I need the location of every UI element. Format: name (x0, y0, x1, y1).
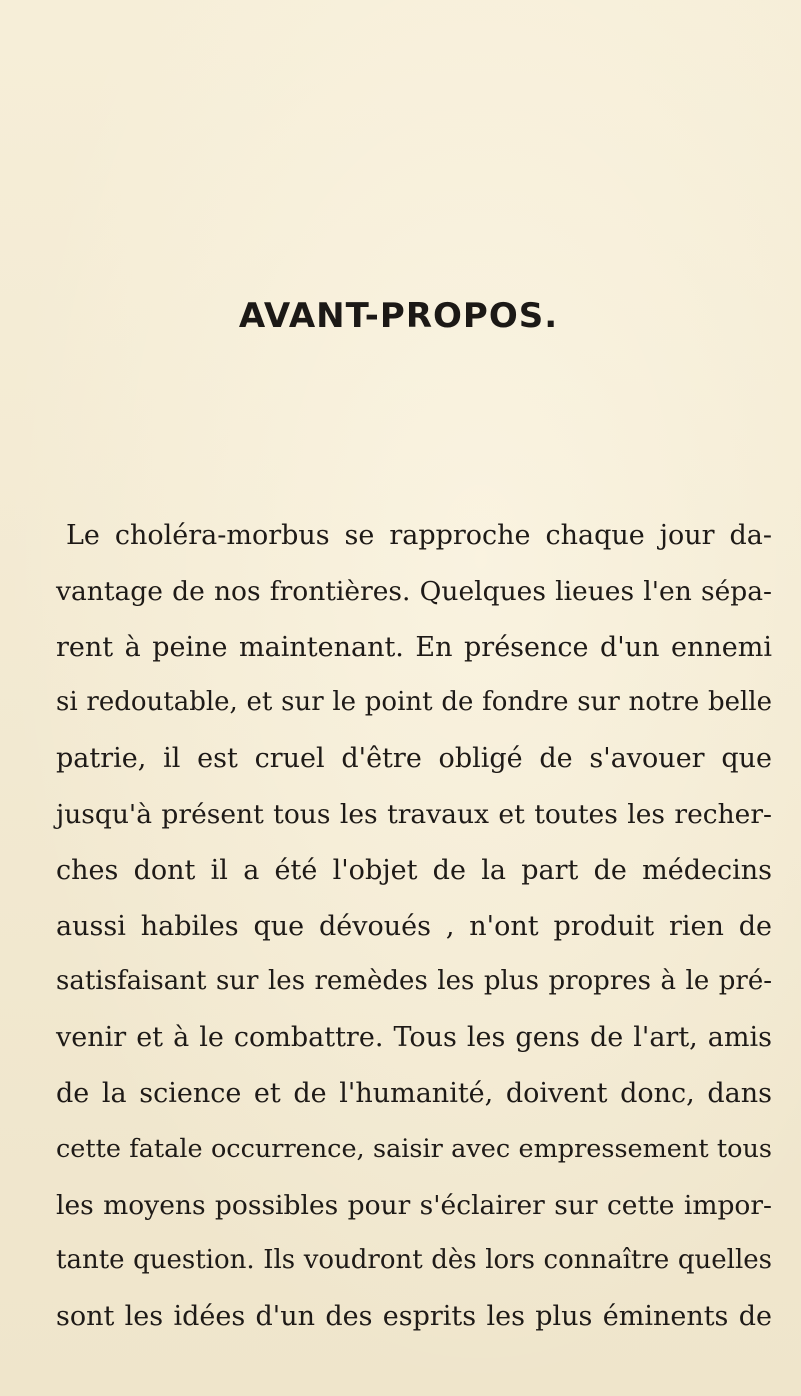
text-line: aussi habiles que dévoués , n'ont produit rien de (56, 910, 772, 942)
text-line: sont les idées d'un des esprits les plus éminents de (56, 1301, 772, 1333)
text-line: vantage de nos frontières. Quelques lieues l'en sépa- (56, 575, 772, 607)
text-line: si redoutable, et sur le point de fondre sur notre belle (56, 687, 772, 718)
text-line: les moyens possibles pour s'éclairer sur cette impor- (56, 1189, 772, 1221)
body-paragraph (56, 508, 772, 1345)
text-line: rent à peine maintenant. En présence d'un ennemi (56, 631, 772, 663)
text-line: cette fatale occurrence, saisir avec empressement tous (56, 1133, 772, 1164)
text-line: ches dont il a été l'objet de la part de médecins (56, 854, 772, 886)
text-line: venir et à le combattre. Tous les gens de l'art, amis (56, 1022, 772, 1054)
page-heading: AVANT-PROPOS. (238, 296, 559, 336)
text-line: jusqu'à présent tous les travaux et toutes les recher- (56, 798, 772, 830)
text-line: patrie, il est cruel d'être obligé de s'avouer que (56, 743, 772, 775)
text-line: satisfaisant sur les remèdes les plus propres à le pré- (56, 966, 772, 997)
text-line: Le choléra-morbus se rapproche chaque jour da- (66, 520, 772, 551)
text-line: de la science et de l'humanité, doivent donc, dans (56, 1077, 772, 1109)
text-line: tante question. Ils voudront dès lors connaître quelles (56, 1245, 772, 1276)
